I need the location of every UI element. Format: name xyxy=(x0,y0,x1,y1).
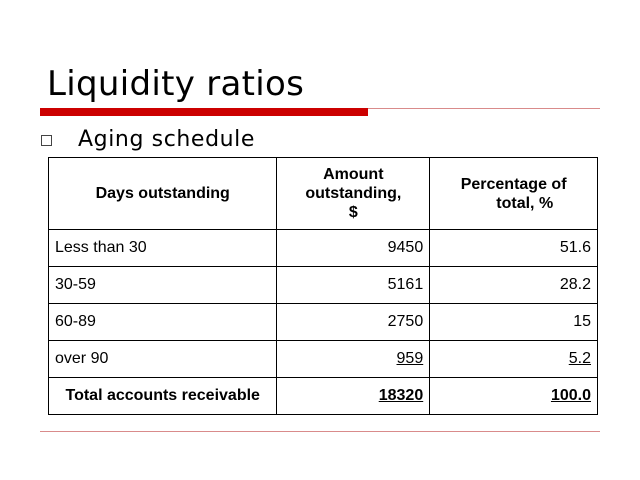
table-total-row xyxy=(49,378,598,415)
cell-amount: 9450 xyxy=(277,230,430,267)
cell-percentage: 51.6 xyxy=(430,230,598,267)
cell-amount: 5161 xyxy=(277,267,430,304)
cell-percentage: 5.2 xyxy=(430,341,598,378)
table-row xyxy=(49,341,598,378)
cell-percentage: 28.2 xyxy=(430,267,598,304)
square-bullet-icon xyxy=(41,135,52,146)
table-row xyxy=(49,230,598,267)
header-days-outstanding: Days outstanding xyxy=(49,158,277,230)
cell-amount: 2750 xyxy=(277,304,430,341)
table-row xyxy=(49,267,598,304)
total-percentage: 100.0 xyxy=(430,378,598,415)
cell-days: 30-59 xyxy=(49,267,277,304)
cell-days: over 90 xyxy=(49,341,277,378)
table-row xyxy=(49,304,598,341)
cell-days: Less than 30 xyxy=(49,230,277,267)
slide-title: Liquidity ratios xyxy=(47,64,305,104)
cell-days: 60-89 xyxy=(49,304,277,341)
bullet-item xyxy=(40,126,255,154)
footer-divider-line xyxy=(40,431,600,432)
header-percentage: Percentage of total, % xyxy=(430,158,598,230)
header-amount-outstanding: Amount outstanding, $ xyxy=(277,158,430,230)
cell-percentage: 15 xyxy=(430,304,598,341)
total-amount: 18320 xyxy=(277,378,430,415)
aging-schedule-table xyxy=(48,157,598,415)
table-header-row xyxy=(49,158,598,230)
cell-amount: 959 xyxy=(277,341,430,378)
bullet-text: Aging schedule xyxy=(78,127,256,152)
total-label: Total accounts receivable xyxy=(49,378,277,415)
title-accent-bar xyxy=(40,108,368,116)
